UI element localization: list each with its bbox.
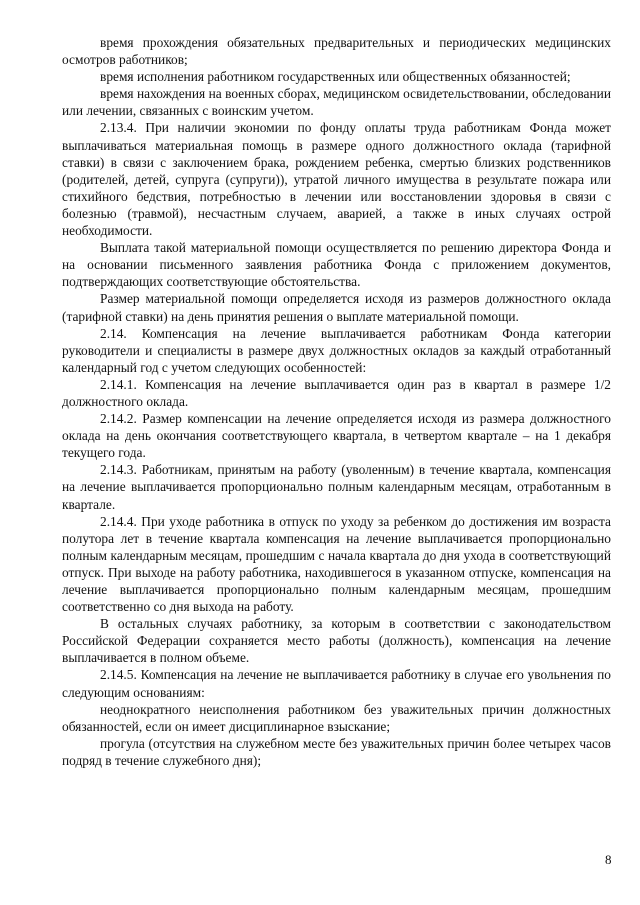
paragraph: неоднократного неисполнения работником без уважительных причин должностных обязанностей, если он имеет дисциплинарное взыскание; (62, 701, 611, 734)
paragraph: время нахождения на военных сборах, медицинском освидетельствовании, обследовании или лечении, связанных с воинским учетом. (62, 86, 611, 119)
paragraph: 2.14.1. Компенсация на лечение выплачивается один раз в квартал в размере 1/2 должностного оклада. (62, 376, 611, 409)
paragraph: 2.13.4. При наличии экономии по фонду оплаты труда работникам Фонда может выплачиваться материальная помощь в размере одного должностного оклада (тарифной ставки) в связи с заключением брака, рождением ребенка, смертью близких родственников (родителей, детей, супруга (супруги)), утратой личного имущества в результате пожара или стихийного бедствия, потребностью в лечении или восстановлении здоровья в связи с болезнью (травмой), несчастным случаем, аварией, а такжe в иных случаях острой необходимости. (62, 120, 611, 239)
paragraph: 2.14.2. Размер компенсации на лечение определяется исходя из размера должностного оклада на день окончания соответствующего квартала, в четвертом квартале – на 1 декабря текущего года. (62, 411, 611, 461)
paragraph: 2.14.5. Компенсация на лечение не выплачивается работнику в случае его увольнения по следующим основаниям: (62, 667, 611, 700)
paragraph: Размер материальной помощи определяется исходя из размеров должностного оклада (тарифной ставки) на день принятия решения о выплате материальной помощи. (62, 291, 611, 324)
paragraph: время исполнения работником государственных или общественных обязанностей; (100, 69, 571, 85)
paragraph: 2.14.4. При уходе работника в отпуск по уходу за ребенком до достижения им возраста полутора лет в течение квартала компенсация на лечение выплачивается пропорционально полным календарным месяцам, прошедшим с начала квартала до дня ухода в соответствующий отпуск. При выходе на работу работника, находившегося в указанном отпуске, компенсация на лечение выплачивается пропорционально полным календарным месяцам, прошедшим соответственно со дня выхода на работу. (62, 513, 611, 615)
paragraph: 2.14. Компенсация на лечение выплачивается работникам Фонда категории руководители и специалисты в размере двух должностных окладов за каждый отработанный календарный год с учетом следующих особенностей: (62, 325, 611, 375)
paragraph: 2.14.3. Работникам, принятым на работу (уволенным) в течение квартала, компенсация на лечение выплачивается пропорционально полным календарным месяцам, отработанным в квартале. (62, 462, 611, 512)
paragraph: прогула (отсутствия на служебном месте без уважительных причин более четырех часов подряд в течение служебного дня); (62, 735, 611, 768)
body-text (62, 34, 611, 769)
paragraph: Выплата такой материальной помощи осуществляется по решению директора Фонда и на основании письменного заявления работника Фонда с приложением документов, подтверждающих соответствующие обстоятельства. (62, 240, 611, 290)
page-number: 8 (605, 852, 612, 867)
paragraph: В остальных случаях работнику, за которым в соответствии с законодательством Российской Федерации сохраняется место работы (должность), компенсация на лечение выплачивается в полном объеме. (62, 616, 611, 666)
paragraph: время прохождения обязательных предварительных и периодических медицинских осмотров работников; (62, 35, 611, 68)
